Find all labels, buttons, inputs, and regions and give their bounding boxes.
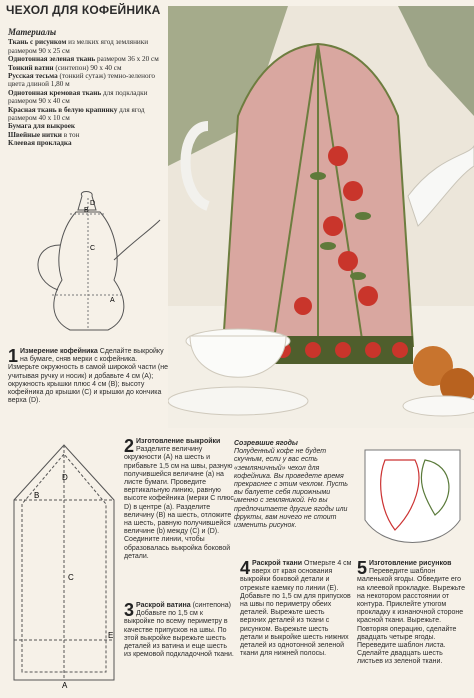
sidebar-text: Полуденный кофе не будет скучным, если у вас есть «земляничный» чехол для кофейника. Вы проведете время прекраснее с этим чехлом. Пусть вы балуете себя пирожными именно с земляникой. Но вы предпочитаете другие ягоды или фрукты, вам ничего не стоит изменить рисунок.: [234, 448, 348, 530]
materials-item: Ткань с рисунком из мелких ягод земляники размером 90 х 25 см: [8, 38, 149, 55]
materials-item: Однотонная зеленая ткань размером 36 х 20 см: [8, 55, 159, 64]
step-2: 2 Изготовление выкройки Разделите величину окружности (A) на шесть и прибавьте 1,5 см на швы, разную получившейся величине (a) на листе бумаги. Проведите вертикальную линию, равную высоте кофейника (мерки C плюс D) в центре (a). Разделите величину (B) на шесть, отложите на шесть, равную получившейся величине (b) между (C) и (D). Соедините линии, чтобы образовалась выкройка боковой детали.: [124, 436, 234, 560]
tea-cozy-photo: [168, 6, 474, 428]
materials-item: Швейные нитки в тон: [8, 130, 80, 139]
step-5: 5 Изготовление рисунков Переведите шаблон маленькой ягоды. Обведите его на клеевой прокладке. Вырежьте на некотором расстоянии от контура. Приклейте утюгом прокладку к изнаночной стороне красной ткани. Вырежьте. Повторяя операцию, сделайте двадцать четыре ягоды. Переведите шаблон листа. Сделайте двадцать шесть листьев из зеленой ткани.: [357, 558, 466, 666]
materials-item: Бумага для выкроек: [8, 122, 76, 131]
sketch-label-c: C: [90, 245, 96, 252]
materials-item: Тонкий ватин (синтепон) 90 х 40 см: [8, 63, 122, 72]
materials-item: Клеевая прокладка: [8, 139, 72, 148]
sketch-label-b: B: [84, 207, 89, 214]
pattern-side-piece: [4, 440, 124, 690]
step-1: 1 Измерение кофейника Сделайте выкройку на бумаге, сняв мерки с кофейника. Измерьте окружность в самой широкой части (не учитывая ручку и носик) и добавьте 4 см (A); окружность крышки плюс 4 см (B); высоту кофейника до крышки (C) и крышки до кончика верха (D).: [8, 346, 169, 405]
pattern-label-d: D: [62, 473, 68, 482]
step-3: 3 Раскрой ватина (синтепона) Добавьте по 1,5 см к выкройке по всему периметру в качестве припусков на швы. По этой выкройке вырежьте шесть деталей из ватина и еще шесть из кремовой подкладочной ткани.: [124, 600, 234, 659]
sidebar-ripe-berries: [234, 440, 352, 530]
materials-item: Русская тесьма (тонкий сутаж) темно-зеленого цвета длиной 1,80 м: [8, 72, 155, 89]
sketch-label-d: D: [90, 200, 96, 207]
coffee-pot-sketch: [10, 190, 170, 340]
sketch-label-a: A: [110, 297, 115, 304]
pattern-label-b: B: [34, 491, 40, 500]
pattern-label-e: E: [108, 631, 114, 640]
materials-item: Однотонная кремовая ткань для подкладки размером 90 х 40 см: [8, 88, 148, 106]
sidebar-heading: Созревшие ягоды: [234, 440, 298, 447]
step-4: 4 Раскрой ткани Отмерьте 4 см вверх от края основания выкройки боковой детали и отрежьте каемку по линии (E). Добавьте по 1,5 см для припусков на швы по периметру обеих деталей. Вырежьте шесть верхних деталей из ткани с рисунком. Вырежьте шесть детали и выкройке шесть нижних деталей из однотонной зеленой ткани для нижней полосы.: [240, 558, 352, 658]
pattern-label-a: A: [62, 681, 68, 690]
pattern-label-c: C: [68, 573, 74, 582]
page-title: ЧЕХОЛ ДЛЯ КОФЕЙНИКА: [6, 3, 161, 17]
materials-list: [8, 28, 168, 148]
materials-item: Красная ткань в белую крапинку для ягод размером 40 х 10 см: [8, 105, 145, 123]
template-berry-leaf: [355, 440, 470, 560]
materials-heading: Материалы: [8, 27, 57, 37]
